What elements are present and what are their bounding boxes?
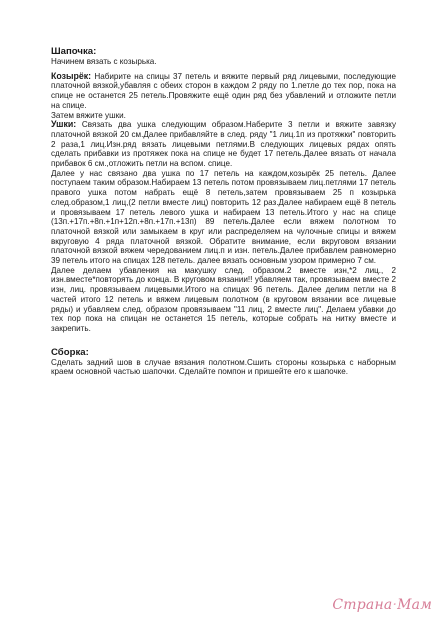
visor-paragraph xyxy=(51,72,396,111)
document-text xyxy=(51,46,396,377)
visor-text: Набирите на спицы 37 петель и вяжите первый ряд лицевыми, последующие платочной вязкой,убавляя с обеих сторон в каждом 2 ряду по 1.петле до тех пор, пока на спице не останется 25 петель.Провяжите ещё один ряд без убавлений и отложите петли на спице. xyxy=(51,71,396,110)
ears-paragraph xyxy=(51,120,396,169)
visor-label: Козырёк: xyxy=(51,70,92,81)
visor-after: Затем вяжите ушки. xyxy=(51,110,126,120)
ears-label: Ушки: xyxy=(51,119,77,130)
assembly-title: Сборка: xyxy=(51,346,89,358)
hat-title: Шапочка: xyxy=(51,46,97,57)
assembly-text: Сделать задний шов в случае вязания полотном.Сшить стороны козырька с наборным краем основной частью шапочки. Сделайте помпон и пришейте его к шапочке. xyxy=(51,357,396,377)
ears-text: Связать два ушка следующим образом.Наберите 3 петли и вяжите завязку платочной вязкой 20 см.Далее прибавляйте в след. ряду "1 лиц.1п из протяжки" повторить 2 раза,1 лиц.Изн.ряд вязать лицевыми петлями.В следующих лицевых рядах опять сделать прибавки из протяжек пока на спице не будет 17 петель.Далее вязать от начала прибавок 6 см.,отложить петли на вспом. спице. xyxy=(51,120,396,169)
body-paragraph: Далее у нас связано два ушка по 17 петель на каждом,козырёк 25 петель. Далее поступаем таким образом.Набираем 13 петель потом провязываем лиц.петлями 17 петель правого ушка потом набрать ещё 8 петель,затем провязываем 25 п козырька след.образом,1 лиц,(2 петли вместе лиц) повторить 12 раз.Далее набираем ещё 8 петель и провязываем 17 петель левого ушка и набираем 13 петель.Итого у нас на спице (13п.+17п.+8п.+1п+12п.+8п.+17п.+13п) 89 петель.Далее если вяжем полотном то платочной вязкой или замыкаем в круг или распределяем на чулочные спицы и вяжем вкруговую 4 ряда платочной вязкой. Обратите внимание, если вкруговом вязании платочной вязкой вяжем чередованием лиц.п и изн. петель.Далее прибавлем равномерно 39 петель итого на спицах 128 петель. далее вязать основным узором примерно 7 см. xyxy=(51,168,396,266)
decrease-paragraph: Далее делаем убавления на макушку след. образом.2 вместе изн,*2 лиц., 2 изн.вместе*повторять до конца. В круговом вязании!! убавляем так, провязываем вместе 2 изн, лиц. провязываем лицевыми.Итого на спицах 96 петель. Далее делим петли на 8 частей итого 12 петель и вяжем лицевым полотном (в круговом вязании все лицевые ряды) и убавляем след. образом провязываем "11 лиц, 2 вместе лиц". Делаем убавки до тех пор пока на спицан не останется 15 петель, которые собрать на нитку вместе и закрепить. xyxy=(51,265,396,333)
site-watermark-logo xyxy=(332,597,432,613)
watermark-right: Мам xyxy=(397,597,432,613)
watermark-dot: · xyxy=(392,597,398,613)
hat-intro: Начинем вязать с козырька. xyxy=(51,57,157,66)
watermark-left: Страна xyxy=(332,597,393,613)
